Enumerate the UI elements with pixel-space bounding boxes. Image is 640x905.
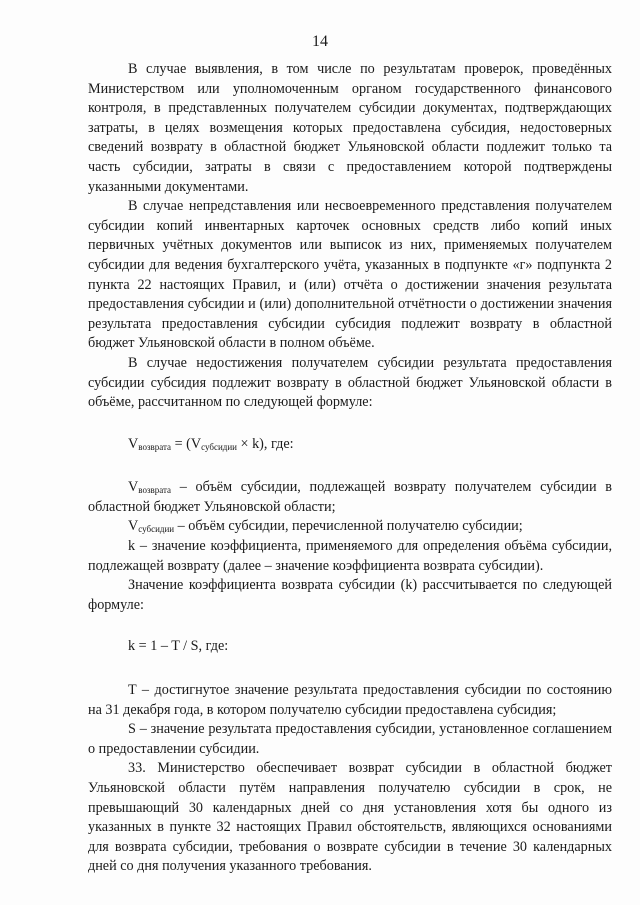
formula-return-volume: $V_{возврата} = (V_{субсидии} \times k)$, где: <box>128 435 294 452</box>
definition: T – достигнутое значение результата предоставления субсидии по состоянию на 31 декабря года, в котором получателю субсидии предоставлена субсидия; <box>88 682 612 718</box>
paragraph: В случае выявления, в том числе по результатам проверок, проведённых Министерством или уполномоченным органом государственного финансового контроля, в представленных получателем субсидии документах, подтверждающих затраты, в целях возмещения которых предоставлена субсидия, недостоверных сведений возврату в областной бюджет Ульяновской области подлежит только та часть субсидии, затраты в связи с предоставлением которой подтверждены указанными документами. <box>88 61 612 195</box>
paragraph: В случае недостижения получателем субсидии результата предоставления субсидии субсидия подлежит возврату в областной бюджет Ульяновской области в объёме, рассчитанном по следующей формуле: <box>88 354 612 411</box>
page-number: 14 <box>312 33 328 50</box>
definition: S – значение результата предоставления субсидии, установленное соглашением о предоставлении субсидии. <box>88 721 612 757</box>
definition: $V_{возврата}$ – объём субсидии, подлежащей возврату получателем субсидии в областной бюджет Ульяновской области; <box>88 479 612 515</box>
paragraph: 33. Министерство обеспечивает возврат субсидии в областной бюджет Ульяновской области путём направления получателю субсидии в срок, не превышающий 30 календарных дней со дня установления хотя бы одного из указанных в пункте 32 настоящих Правил обстоятельств, являющихся основаниями для возврата субсидии, требования о возврате субсидии в течение 30 календарных дней со дня получения указанного требования. <box>88 760 612 875</box>
definition: k – значение коэффициента, применяемого для определения объёма субсидии, подлежащей возврату (далее – значение коэффициента возврата субсидии). <box>88 538 612 574</box>
paragraph: В случае непредставления или несвоевременного представления получателем субсидии копий инвентарных карточек основных средств либо копий иных первичных учётных документов или выписок из них, применяемых получателем субсидии для ведения бухгалтерского учёта, указанных в подпункте «г» подпункта 2 пункта 22 настоящих Правил, и (или) отчёта о достижении значения результата предоставления субсидии и (или) дополнительной отчётности о достижении значения результата предоставления субсидии субсидия подлежит возврату в областной бюджет Ульяновской области в полном объёме. <box>88 198 612 352</box>
document-body <box>88 60 612 877</box>
formula-coefficient: k = 1 – T / S, где: <box>128 638 229 655</box>
definition: $V_{субсидии}$ – объём субсидии, перечисленной получателю субсидии; <box>128 518 523 535</box>
definition: Значение коэффициента возврата субсидии (k) рассчитывается по следующей формуле: <box>88 577 612 613</box>
